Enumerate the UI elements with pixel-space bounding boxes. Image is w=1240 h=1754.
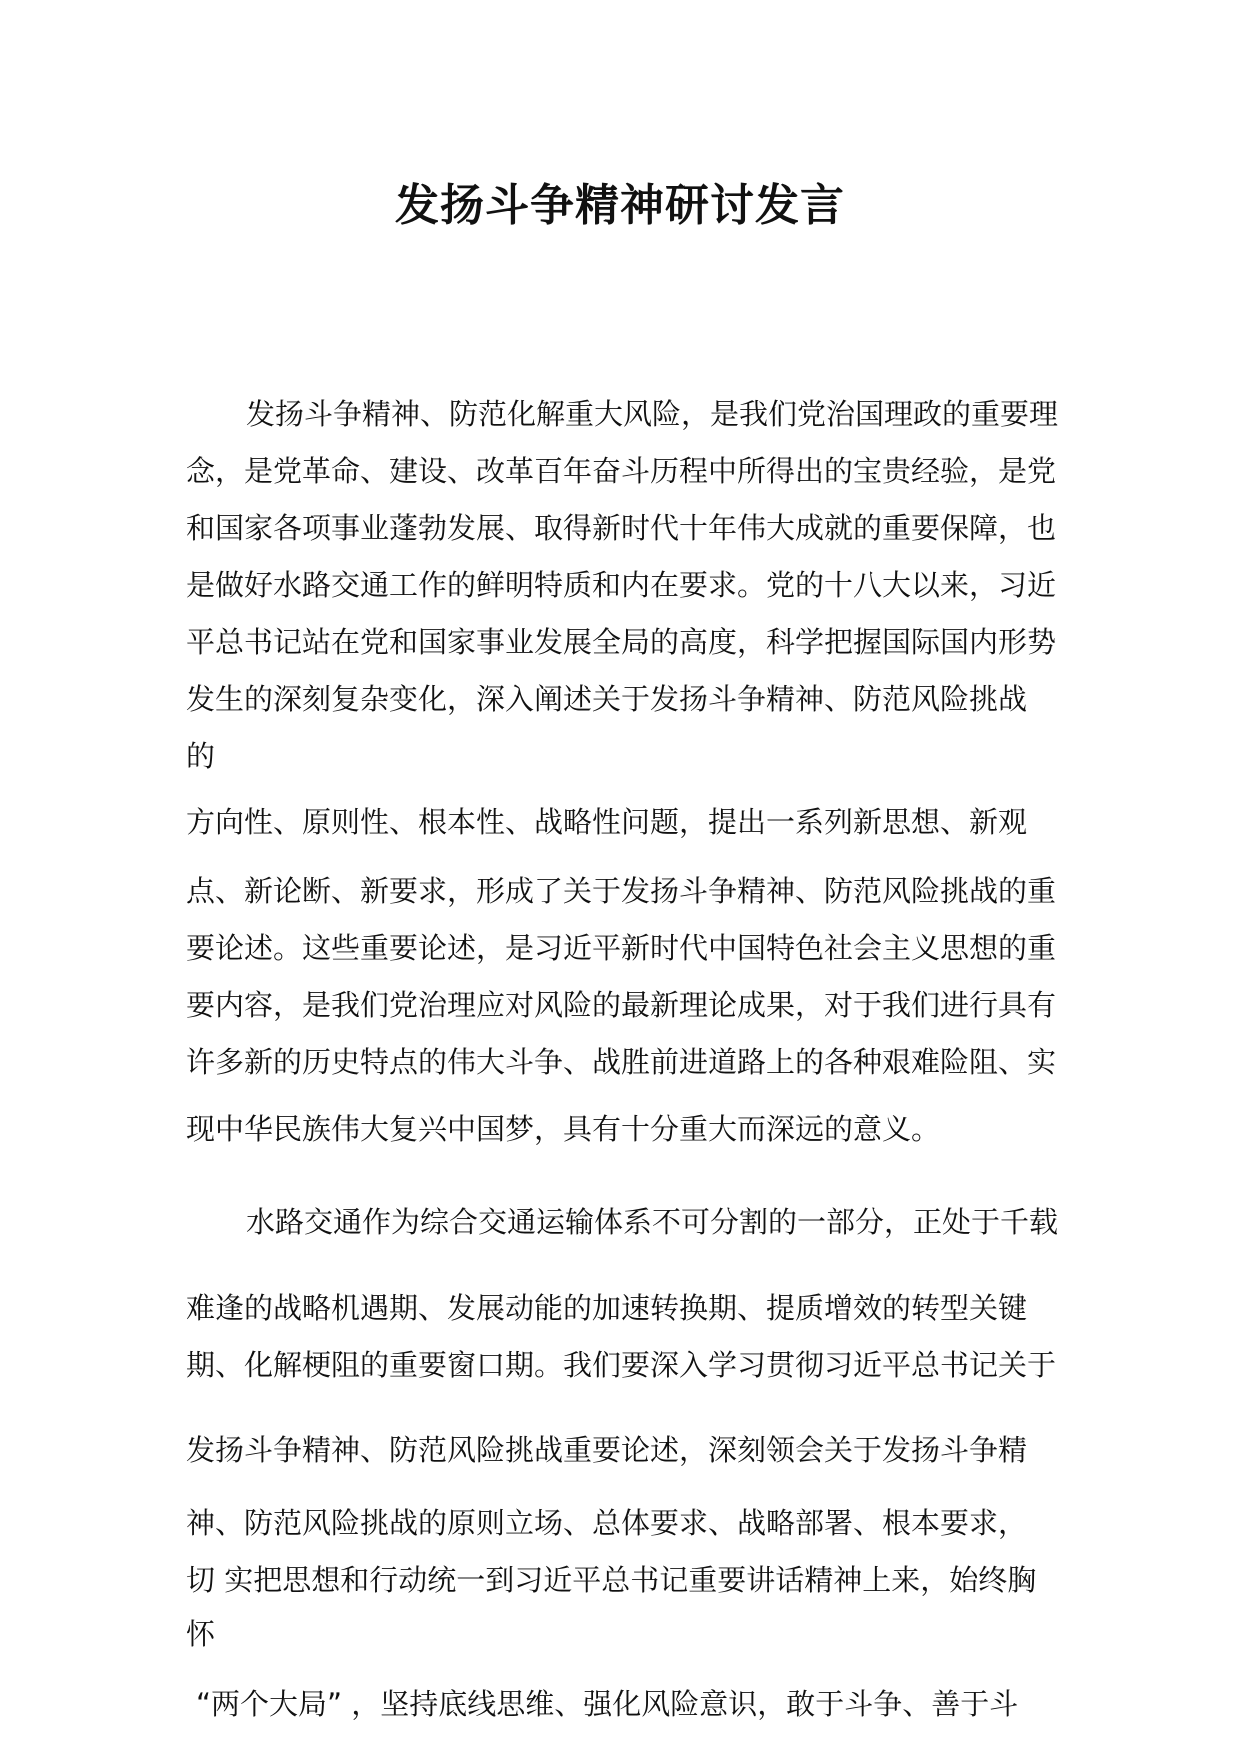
paragraph-line: 念，是党革命、建设、改革百年奋斗历程中所得出的宝贵经验，是党 <box>186 454 1057 488</box>
paragraph-line: 水路交通作为综合交通运输体系不可分割的一部分，正处于千载 <box>246 1205 1059 1239</box>
paragraph-line: 和国家各项事业蓬勃发展、取得新时代十年伟大成就的重要保障，也 <box>186 511 1057 545</box>
paragraph-line: 是做好水路交通工作的鲜明特质和内在要求。党的十八大以来，习近 <box>186 568 1057 602</box>
paragraph-line: 发扬斗争精神、防范化解重大风险，是我们党治国理政的重要理 <box>246 397 1059 431</box>
paragraph-line: 难逢的战略机遇期、发展动能的加速转换期、提质增效的转型关键 <box>186 1291 1028 1325</box>
paragraph-line: 点、新论断、新要求，形成了关于发扬斗争精神、防范风险挑战的重 <box>186 874 1057 908</box>
paragraph-line: 许多新的历史特点的伟大斗争、战胜前进道路上的各种艰难险阻、实 <box>186 1045 1057 1079</box>
paragraph-line: 神、防范风险挑战的原则立场、总体要求、战略部署、根本要求， <box>186 1506 1028 1540</box>
paragraph-line: 现中华民族伟大复兴中国梦，具有十分重大而深远的意义。 <box>186 1112 941 1146</box>
paragraph-line: “两个大局” ，坚持底线思维、强化风险意识，敢于斗争、善于斗 <box>196 1687 1019 1721</box>
paragraph-line: 切 实把思想和行动统一到习近平总书记重要讲话精神上来，始终胸 <box>186 1563 1037 1597</box>
document-title: 发扬斗争精神研讨发言 <box>395 180 845 231</box>
paragraph-line: 平总书记站在党和国家事业发展全局的高度，科学把握国际国内形势 <box>186 625 1057 659</box>
paragraph-line: 方向性、原则性、根本性、战略性问题，提出一系列新思想、新观 <box>186 805 1028 839</box>
paragraph-line: 怀 <box>186 1617 216 1651</box>
paragraph-line: 的 <box>186 739 216 773</box>
paragraph-line: 要内容，是我们党治理应对风险的最新理论成果，对于我们进行具有 <box>186 988 1057 1022</box>
paragraph-line: 发扬斗争精神、防范风险挑战重要论述，深刻领会关于发扬斗争精 <box>186 1433 1028 1467</box>
paragraph-line: 期、化解梗阻的重要窗口期。我们要深入学习贯彻习近平总书记关于 <box>186 1348 1057 1382</box>
paragraph-line: 发生的深刻复杂变化，深入阐述关于发扬斗争精神、防范风险挑战 <box>186 682 1028 716</box>
paragraph-line: 要论述。这些重要论述，是习近平新时代中国特色社会主义思想的重 <box>186 931 1057 965</box>
